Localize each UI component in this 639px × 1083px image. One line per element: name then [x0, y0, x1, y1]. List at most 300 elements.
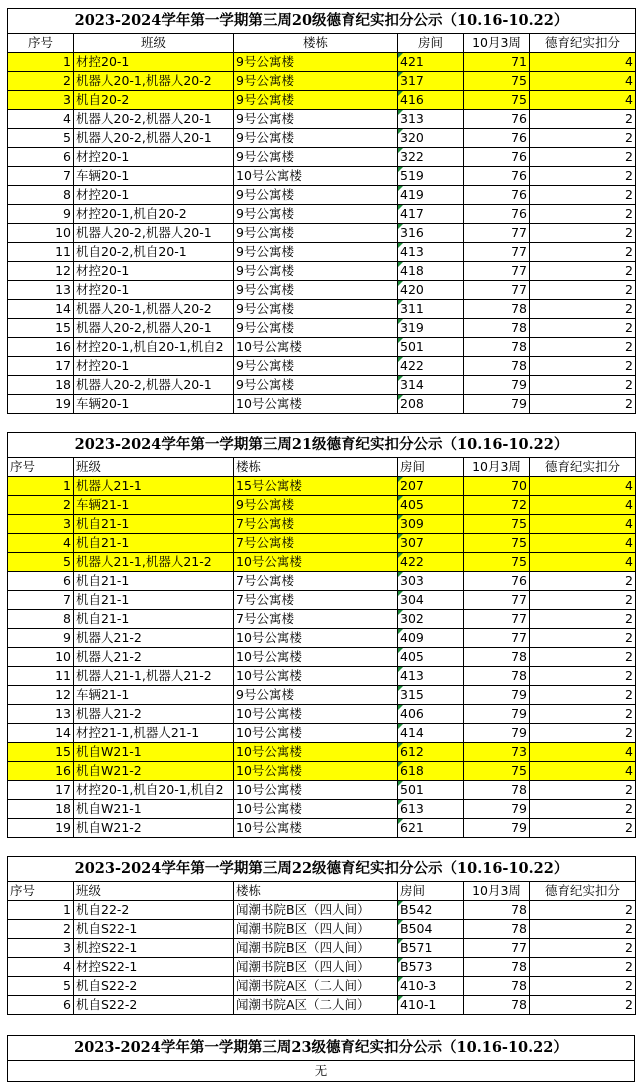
cell-week-score: 78: [464, 338, 530, 357]
cell-class: 机自W21-2: [74, 762, 234, 781]
table-row: [8, 724, 636, 743]
cell-week-score: 77: [464, 281, 530, 300]
cell-class: 机器人21-2: [74, 648, 234, 667]
cell-week-score: 75: [464, 515, 530, 534]
cell-class: 材控20-1,机自20-2: [74, 205, 234, 224]
table-row: [8, 939, 636, 958]
cell-building: 9号公寓楼: [234, 243, 398, 262]
cell-no: 10: [8, 648, 74, 667]
cell-class: 车辆21-1: [74, 686, 234, 705]
cell-week-score: 76: [464, 110, 530, 129]
cell-class: 机器人20-2,机器人20-1: [74, 376, 234, 395]
cell-deduction: 2: [530, 262, 636, 281]
cell-no: 17: [8, 357, 74, 376]
cell-deduction: 2: [530, 376, 636, 395]
cell-room: 618: [398, 762, 464, 781]
table-row: [8, 205, 636, 224]
cell-room: 421: [398, 53, 464, 72]
table-row: [8, 262, 636, 281]
cell-room: 319: [398, 319, 464, 338]
cell-class: 材控20-1: [74, 262, 234, 281]
cell-deduction: 2: [530, 686, 636, 705]
table-row: [8, 477, 636, 496]
cell-week-score: 77: [464, 610, 530, 629]
header-no: 序号: [8, 882, 74, 901]
cell-room: 613: [398, 800, 464, 819]
table-header-row: [8, 458, 636, 477]
cell-deduction: 2: [530, 819, 636, 838]
cell-week-score: 78: [464, 300, 530, 319]
cell-deduction: 2: [530, 243, 636, 262]
cell-no: 16: [8, 338, 74, 357]
cell-class: 机自S22-2: [74, 977, 234, 996]
cell-room: 418: [398, 262, 464, 281]
cell-week-score: 76: [464, 186, 530, 205]
cell-building: 9号公寓楼: [234, 110, 398, 129]
cell-class: 机器人21-1: [74, 477, 234, 496]
cell-deduction: 4: [530, 553, 636, 572]
cell-no: 1: [8, 53, 74, 72]
cell-building: 闻潮书院B区（四人间）: [234, 920, 398, 939]
table-row: [8, 686, 636, 705]
table-title: 2023-2024学年第一学期第三周21级德育纪实扣分公示（10.16-10.22）: [8, 433, 636, 458]
cell-week-score: 71: [464, 53, 530, 72]
cell-room: 303: [398, 572, 464, 591]
table-row: [8, 167, 636, 186]
cell-week-score: 75: [464, 72, 530, 91]
cell-class: 机器人20-1,机器人20-2: [74, 300, 234, 319]
cell-building: 7号公寓楼: [234, 610, 398, 629]
cell-building: 9号公寓楼: [234, 376, 398, 395]
cell-room: 621: [398, 819, 464, 838]
cell-building: 9号公寓楼: [234, 72, 398, 91]
cell-no: 13: [8, 705, 74, 724]
cell-class: 机自S22-1: [74, 920, 234, 939]
cell-class: 机器人21-2: [74, 705, 234, 724]
cell-building: 7号公寓楼: [234, 515, 398, 534]
table-row: [8, 553, 636, 572]
cell-deduction: 4: [530, 91, 636, 110]
cell-building: 10号公寓楼: [234, 667, 398, 686]
cell-deduction: 2: [530, 319, 636, 338]
cell-no: 2: [8, 72, 74, 91]
cell-deduction: 2: [530, 186, 636, 205]
cell-deduction: 2: [530, 300, 636, 319]
cell-no: 15: [8, 743, 74, 762]
table-row: [8, 705, 636, 724]
cell-building: 7号公寓楼: [234, 572, 398, 591]
cell-class: 材控20-1,机自20-1,机自2: [74, 338, 234, 357]
cell-room: 422: [398, 357, 464, 376]
cell-no: 3: [8, 515, 74, 534]
cell-week-score: 76: [464, 205, 530, 224]
cell-deduction: 2: [530, 205, 636, 224]
table-grade-22: [7, 856, 636, 1015]
table-row: [8, 781, 636, 800]
cell-deduction: 2: [530, 920, 636, 939]
cell-class: 材控20-1: [74, 53, 234, 72]
table-row: [8, 72, 636, 91]
cell-week-score: 78: [464, 357, 530, 376]
cell-deduction: 4: [530, 762, 636, 781]
cell-room: 313: [398, 110, 464, 129]
cell-room: B571: [398, 939, 464, 958]
table-row: [8, 901, 636, 920]
table-row: [8, 376, 636, 395]
cell-building: 闻潮书院B区（四人间）: [234, 901, 398, 920]
cell-room: 416: [398, 91, 464, 110]
cell-no: 5: [8, 129, 74, 148]
cell-week-score: 78: [464, 667, 530, 686]
table-title: 2023-2024学年第一学期第三周23级德育纪实扣分公示（10.16-10.22）: [8, 1036, 635, 1061]
table-row: [8, 762, 636, 781]
cell-room: 417: [398, 205, 464, 224]
cell-room: 317: [398, 72, 464, 91]
cell-deduction: 4: [530, 515, 636, 534]
cell-building: 闻潮书院B区（四人间）: [234, 939, 398, 958]
cell-building: 15号公寓楼: [234, 477, 398, 496]
cell-class: 机自W21-1: [74, 800, 234, 819]
cell-class: 机自W21-1: [74, 743, 234, 762]
cell-deduction: 4: [530, 53, 636, 72]
cell-building: 9号公寓楼: [234, 224, 398, 243]
cell-class: 材控S22-1: [74, 958, 234, 977]
cell-building: 10号公寓楼: [234, 648, 398, 667]
cell-building: 10号公寓楼: [234, 395, 398, 414]
cell-no: 6: [8, 148, 74, 167]
header-week-score: 10月3周: [464, 882, 530, 901]
cell-week-score: 78: [464, 977, 530, 996]
cell-week-score: 79: [464, 376, 530, 395]
cell-building: 闻潮书院A区（二人间）: [234, 977, 398, 996]
cell-building: 9号公寓楼: [234, 281, 398, 300]
cell-no: 5: [8, 977, 74, 996]
table-row: [8, 148, 636, 167]
cell-class: 机器人20-2,机器人20-1: [74, 319, 234, 338]
table-row: [8, 629, 636, 648]
cell-class: 机器人20-2,机器人20-1: [74, 110, 234, 129]
cell-class: 材控20-1: [74, 148, 234, 167]
cell-no: 8: [8, 186, 74, 205]
table-header-row: [8, 34, 636, 53]
cell-class: 机器人21-1,机器人21-2: [74, 553, 234, 572]
table-row: [8, 977, 636, 996]
cell-building: 7号公寓楼: [234, 534, 398, 553]
cell-no: 7: [8, 591, 74, 610]
cell-room: 422: [398, 553, 464, 572]
table-row: [8, 224, 636, 243]
cell-week-score: 75: [464, 553, 530, 572]
cell-room: 302: [398, 610, 464, 629]
cell-no: 11: [8, 667, 74, 686]
cell-room: 405: [398, 496, 464, 515]
header-building: 楼栋: [234, 458, 398, 477]
table-grade-21: [7, 432, 636, 838]
cell-deduction: 2: [530, 610, 636, 629]
cell-week-score: 77: [464, 243, 530, 262]
header-no: 序号: [8, 34, 74, 53]
cell-no: 12: [8, 262, 74, 281]
cell-room: 311: [398, 300, 464, 319]
table-row: [8, 610, 636, 629]
table-row: [8, 591, 636, 610]
cell-room: 409: [398, 629, 464, 648]
cell-deduction: 4: [530, 743, 636, 762]
cell-week-score: 78: [464, 901, 530, 920]
cell-no: 11: [8, 243, 74, 262]
table-row: [8, 920, 636, 939]
cell-building: 9号公寓楼: [234, 53, 398, 72]
cell-deduction: 2: [530, 129, 636, 148]
table-row: [8, 515, 636, 534]
cell-building: 闻潮书院B区（四人间）: [234, 958, 398, 977]
table-row: [8, 534, 636, 553]
cell-class: 机自21-1: [74, 515, 234, 534]
cell-class: 机自20-2: [74, 91, 234, 110]
cell-deduction: 2: [530, 167, 636, 186]
table-row: [8, 319, 636, 338]
cell-room: 314: [398, 376, 464, 395]
cell-deduction: 2: [530, 667, 636, 686]
cell-no: 2: [8, 920, 74, 939]
cell-week-score: 76: [464, 167, 530, 186]
table-row: [8, 572, 636, 591]
cell-room: B573: [398, 958, 464, 977]
cell-class: 机器人20-2,机器人20-1: [74, 129, 234, 148]
cell-building: 10号公寓楼: [234, 553, 398, 572]
table-grade-22-section: [7, 856, 635, 1015]
cell-deduction: 2: [530, 800, 636, 819]
cell-class: 机控S22-1: [74, 939, 234, 958]
table-grade-20-section: [7, 8, 635, 414]
header-no: 序号: [8, 458, 74, 477]
cell-deduction: 2: [530, 281, 636, 300]
cell-building: 9号公寓楼: [234, 186, 398, 205]
cell-room: 414: [398, 724, 464, 743]
cell-week-score: 78: [464, 319, 530, 338]
cell-class: 车辆20-1: [74, 167, 234, 186]
cell-class: 材控21-1,机器人21-1: [74, 724, 234, 743]
cell-room: 420: [398, 281, 464, 300]
cell-building: 10号公寓楼: [234, 762, 398, 781]
cell-week-score: 70: [464, 477, 530, 496]
cell-deduction: 2: [530, 572, 636, 591]
cell-room: 413: [398, 667, 464, 686]
cell-class: 机器人20-2,机器人20-1: [74, 224, 234, 243]
cell-no: 15: [8, 319, 74, 338]
cell-no: 14: [8, 724, 74, 743]
cell-building: 9号公寓楼: [234, 129, 398, 148]
cell-class: 机自21-1: [74, 610, 234, 629]
header-room: 房间: [398, 458, 464, 477]
cell-building: 9号公寓楼: [234, 496, 398, 515]
cell-week-score: 78: [464, 781, 530, 800]
cell-no: 6: [8, 996, 74, 1015]
cell-class: 车辆21-1: [74, 496, 234, 515]
cell-week-score: 75: [464, 762, 530, 781]
table-row: [8, 800, 636, 819]
cell-week-score: 78: [464, 958, 530, 977]
cell-room: B542: [398, 901, 464, 920]
cell-class: 机自20-2,机自20-1: [74, 243, 234, 262]
cell-class: 材控20-1: [74, 281, 234, 300]
table-grade-20: [7, 8, 636, 414]
cell-no: 4: [8, 958, 74, 977]
cell-room: 405: [398, 648, 464, 667]
cell-no: 18: [8, 800, 74, 819]
cell-deduction: 2: [530, 224, 636, 243]
cell-building: 9号公寓楼: [234, 91, 398, 110]
cell-class: 机器人21-1,机器人21-2: [74, 667, 234, 686]
cell-no: 4: [8, 534, 74, 553]
table-title: 2023-2024学年第一学期第三周20级德育纪实扣分公示（10.16-10.22）: [8, 9, 636, 34]
cell-deduction: 4: [530, 72, 636, 91]
cell-no: 18: [8, 376, 74, 395]
cell-room: 304: [398, 591, 464, 610]
cell-week-score: 75: [464, 91, 530, 110]
cell-room: 413: [398, 243, 464, 262]
cell-deduction: 4: [530, 534, 636, 553]
table-row: [8, 110, 636, 129]
cell-class: 车辆20-1: [74, 395, 234, 414]
cell-no: 14: [8, 300, 74, 319]
table-grade-23: [7, 1035, 635, 1082]
cell-room: 320: [398, 129, 464, 148]
cell-deduction: 2: [530, 977, 636, 996]
table-row: [8, 667, 636, 686]
cell-week-score: 78: [464, 920, 530, 939]
cell-week-score: 78: [464, 648, 530, 667]
cell-building: 9号公寓楼: [234, 319, 398, 338]
header-class: 班级: [74, 34, 234, 53]
cell-room: 316: [398, 224, 464, 243]
table-grade-21-section: [7, 432, 635, 838]
cell-class: 材控20-1: [74, 186, 234, 205]
empty-notice: 无: [8, 1061, 635, 1082]
cell-class: 机器人20-1,机器人20-2: [74, 72, 234, 91]
cell-class: 机自21-1: [74, 572, 234, 591]
cell-no: 1: [8, 477, 74, 496]
cell-week-score: 79: [464, 819, 530, 838]
cell-deduction: 2: [530, 110, 636, 129]
cell-no: 4: [8, 110, 74, 129]
header-building: 楼栋: [234, 882, 398, 901]
cell-room: B504: [398, 920, 464, 939]
header-deduction: 德育纪实扣分: [530, 458, 636, 477]
cell-no: 12: [8, 686, 74, 705]
header-deduction: 德育纪实扣分: [530, 882, 636, 901]
cell-week-score: 76: [464, 148, 530, 167]
cell-class: 机器人21-2: [74, 629, 234, 648]
cell-building: 10号公寓楼: [234, 781, 398, 800]
table-row: [8, 281, 636, 300]
cell-deduction: 2: [530, 958, 636, 977]
cell-deduction: 2: [530, 591, 636, 610]
cell-room: 207: [398, 477, 464, 496]
cell-building: 9号公寓楼: [234, 262, 398, 281]
cell-building: 10号公寓楼: [234, 743, 398, 762]
cell-week-score: 79: [464, 724, 530, 743]
table-row: [8, 395, 636, 414]
header-week-score: 10月3周: [464, 458, 530, 477]
table-row: [8, 996, 636, 1015]
table-row: [8, 743, 636, 762]
header-class: 班级: [74, 882, 234, 901]
cell-class: 机自22-2: [74, 901, 234, 920]
cell-room: 406: [398, 705, 464, 724]
table-row: [8, 53, 636, 72]
cell-building: 10号公寓楼: [234, 705, 398, 724]
cell-no: 9: [8, 205, 74, 224]
header-room: 房间: [398, 34, 464, 53]
cell-no: 13: [8, 281, 74, 300]
cell-class: 机自21-1: [74, 534, 234, 553]
cell-week-score: 75: [464, 534, 530, 553]
cell-room: 307: [398, 534, 464, 553]
cell-building: 7号公寓楼: [234, 591, 398, 610]
cell-no: 5: [8, 553, 74, 572]
cell-class: 材控20-1,机自20-1,机自2: [74, 781, 234, 800]
cell-building: 9号公寓楼: [234, 205, 398, 224]
cell-building: 10号公寓楼: [234, 724, 398, 743]
cell-no: 17: [8, 781, 74, 800]
cell-deduction: 2: [530, 939, 636, 958]
cell-building: 9号公寓楼: [234, 300, 398, 319]
cell-week-score: 77: [464, 939, 530, 958]
cell-room: 612: [398, 743, 464, 762]
cell-no: 1: [8, 901, 74, 920]
cell-no: 9: [8, 629, 74, 648]
table-row: [8, 91, 636, 110]
cell-class: 机自W21-2: [74, 819, 234, 838]
cell-building: 10号公寓楼: [234, 629, 398, 648]
header-building: 楼栋: [234, 34, 398, 53]
table-title: 2023-2024学年第一学期第三周22级德育纪实扣分公示（10.16-10.22）: [8, 857, 636, 882]
cell-building: 10号公寓楼: [234, 800, 398, 819]
cell-building: 闻潮书院A区（二人间）: [234, 996, 398, 1015]
cell-building: 10号公寓楼: [234, 338, 398, 357]
cell-no: 16: [8, 762, 74, 781]
cell-room: 410-1: [398, 996, 464, 1015]
table-row: [8, 186, 636, 205]
cell-room: 501: [398, 781, 464, 800]
table-row: [8, 357, 636, 376]
cell-class: 机自S22-2: [74, 996, 234, 1015]
cell-deduction: 2: [530, 901, 636, 920]
cell-week-score: 79: [464, 686, 530, 705]
cell-no: 19: [8, 819, 74, 838]
table-row: [8, 300, 636, 319]
cell-deduction: 2: [530, 724, 636, 743]
table-row: [8, 243, 636, 262]
cell-week-score: 79: [464, 800, 530, 819]
cell-room: 208: [398, 395, 464, 414]
cell-deduction: 2: [530, 781, 636, 800]
cell-room: 410-3: [398, 977, 464, 996]
header-week-score: 10月3周: [464, 34, 530, 53]
cell-building: 9号公寓楼: [234, 357, 398, 376]
cell-week-score: 79: [464, 395, 530, 414]
cell-room: 501: [398, 338, 464, 357]
cell-building: 10号公寓楼: [234, 819, 398, 838]
cell-no: 19: [8, 395, 74, 414]
cell-week-score: 76: [464, 572, 530, 591]
cell-room: 419: [398, 186, 464, 205]
cell-week-score: 72: [464, 496, 530, 515]
cell-deduction: 2: [530, 705, 636, 724]
cell-deduction: 2: [530, 648, 636, 667]
table-header-row: [8, 882, 636, 901]
